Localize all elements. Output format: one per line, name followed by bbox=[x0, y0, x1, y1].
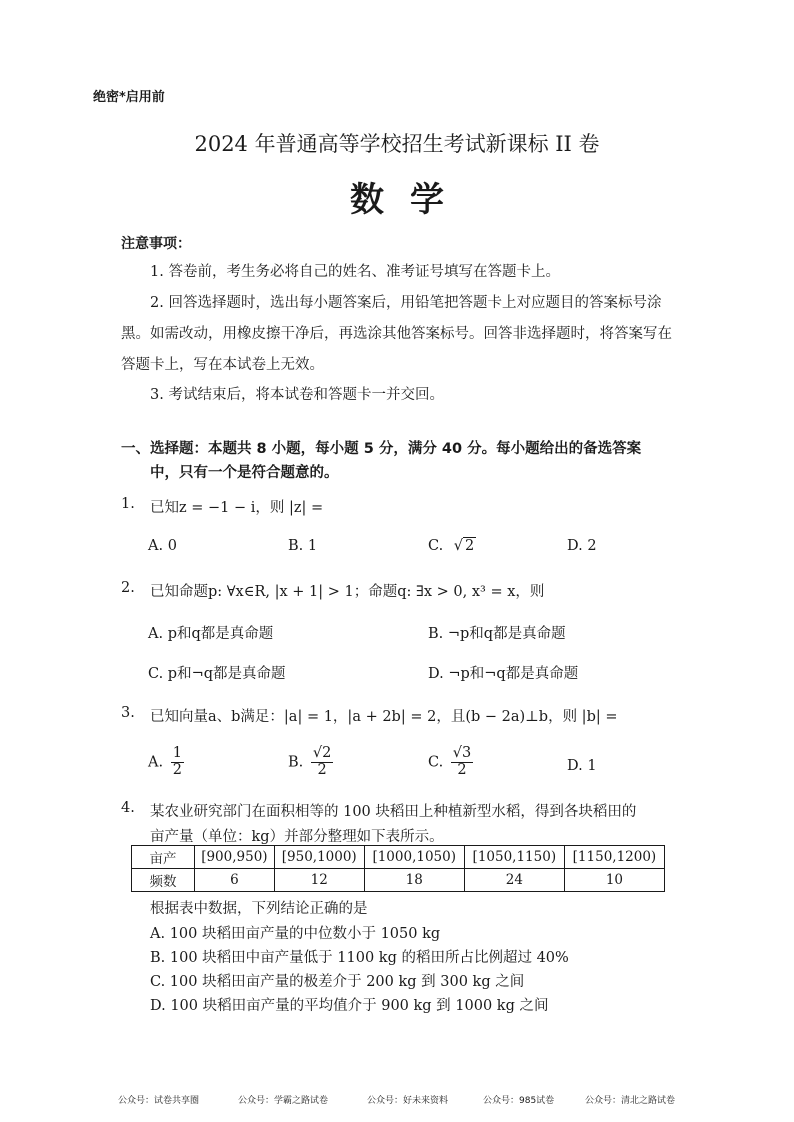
table-cell: 12 bbox=[274, 869, 364, 892]
footer-credit: 公众号：清北之路试卷 bbox=[585, 1096, 676, 1106]
question-3-option-c bbox=[428, 746, 473, 779]
question-4-text-line-1: 某农业研究部门在面积相等的 100 块稻田上种植新型水稻，得到各块稻田的 bbox=[150, 804, 637, 820]
question-1-text: 已知z = −1 − i，则 |z| = bbox=[150, 500, 324, 516]
fraction bbox=[311, 746, 333, 779]
fraction-numerator: √3 bbox=[452, 745, 472, 761]
section-heading-line-2: 中，只有一个是符合题意的。 bbox=[150, 465, 339, 481]
question-3-option-b bbox=[288, 746, 333, 779]
footer-credit: 公众号：试卷共享圈 bbox=[118, 1096, 200, 1106]
notice-item-2: 2. 回答选择题时，选出每小题答案后，用铅笔把答题卡上对应题目的答案标号涂黑。如需改动，用橡皮擦干净后，再选涂其他答案标号。回答非选择题时，将答案写在答题卡上，写在本试卷上无效。 bbox=[121, 295, 672, 373]
table-cell: [1150,1200) bbox=[564, 846, 664, 869]
fraction bbox=[171, 746, 184, 779]
question-4-option-c: C. 100 块稻田亩产量的极差介于 200 kg 到 300 kg 之间 bbox=[150, 974, 525, 990]
question-3-option-a-label: A. bbox=[148, 754, 164, 771]
notice-item-3: 3. 考试结束后，将本试卷和答题卡一并交回。 bbox=[150, 387, 444, 403]
section-heading bbox=[121, 437, 641, 485]
table-cell: [1050,1150) bbox=[464, 846, 564, 869]
footer-credit: 公众号：学霸之路试卷 bbox=[238, 1096, 329, 1106]
question-2-option-d: D. ¬p和¬q都是真命题 bbox=[428, 666, 579, 682]
table-cell: [900,950) bbox=[195, 846, 275, 869]
table-cell: 亩产 bbox=[132, 846, 195, 869]
question-3-number: 3. bbox=[121, 705, 135, 721]
question-3-option-d: D. 1 bbox=[567, 758, 597, 774]
table-cell: [1000,1050) bbox=[364, 846, 464, 869]
question-4-option-a: A. 100 块稻田亩产量的中位数小于 1050 kg bbox=[150, 926, 441, 942]
fraction-denominator: 2 bbox=[172, 761, 182, 778]
question-1-number: 1. bbox=[121, 496, 135, 512]
question-4-option-b: B. 100 块稻田中亩产量低于 1100 kg 的稻田所占比例超过 40% bbox=[150, 950, 569, 966]
question-4-text bbox=[150, 800, 680, 846]
fraction-numerator: 1 bbox=[172, 745, 182, 761]
question-2-option-a: A. p和q都是真命题 bbox=[148, 626, 274, 642]
question-3-option-c-label: C. bbox=[428, 754, 444, 771]
fraction-denominator: 2 bbox=[317, 761, 327, 778]
question-1-option-c-label: C. bbox=[428, 538, 444, 554]
question-3-option-b-label: B. bbox=[288, 754, 304, 771]
table-row bbox=[132, 869, 665, 892]
fraction-numerator: √2 bbox=[312, 745, 332, 761]
table-row bbox=[132, 846, 665, 869]
question-2-number: 2. bbox=[121, 580, 135, 596]
footer-credit: 公众号：985试卷 bbox=[483, 1096, 555, 1106]
radicand: 2 bbox=[465, 538, 475, 554]
question-4-prompt: 根据表中数据，下列结论正确的是 bbox=[150, 901, 368, 917]
question-3-option-a bbox=[148, 746, 184, 779]
table-cell: 频数 bbox=[132, 869, 195, 892]
confidential-label: 绝密*启用前 bbox=[93, 90, 165, 105]
fraction-denominator: 2 bbox=[457, 761, 467, 778]
sqrt-symbol: √ 2 bbox=[453, 538, 475, 554]
section-heading-line-1: 一、选择题：本题共 8 小题，每小题 5 分，满分 40 分。每小题给出的备选答案 bbox=[121, 441, 642, 457]
radicand: 2 bbox=[322, 745, 332, 761]
question-2-option-c: C. p和¬q都是真命题 bbox=[148, 666, 286, 682]
footer-credit: 公众号：好未来资料 bbox=[367, 1096, 449, 1106]
radicand: 3 bbox=[462, 745, 472, 761]
table-cell: [950,1000) bbox=[274, 846, 364, 869]
table-cell: 18 bbox=[364, 869, 464, 892]
question-4-option-d: D. 100 块稻田亩产量的平均值介于 900 kg 到 1000 kg 之间 bbox=[150, 998, 549, 1014]
subject-title: 数学 bbox=[350, 180, 470, 220]
table-cell: 24 bbox=[464, 869, 564, 892]
table-cell: 10 bbox=[564, 869, 664, 892]
question-1-option-c bbox=[428, 538, 476, 554]
notice-item-1: 1. 答卷前，考生务必将自己的姓名、准考证号填写在答题卡上。 bbox=[150, 264, 560, 280]
question-1-option-b: B. 1 bbox=[288, 538, 318, 554]
question-2-text: 已知命题p: ∀x∈R, |x + 1| > 1；命题q: ∃x > 0, x³ = x，则 bbox=[150, 584, 545, 600]
exam-title: 2024 年普通高等学校招生考试新课标 II 卷 bbox=[194, 132, 600, 156]
question-4-text-line-2: 亩产量（单位：kg）并部分整理如下表所示。 bbox=[150, 829, 444, 845]
frequency-table bbox=[131, 845, 665, 892]
question-4-number: 4. bbox=[121, 800, 135, 816]
question-1-option-d: D. 2 bbox=[567, 538, 597, 554]
fraction bbox=[451, 746, 473, 779]
question-2-option-b: B. ¬p和q都是真命题 bbox=[428, 626, 566, 642]
question-3-text: 已知向量a、b满足：|a| = 1，|a + 2b| = 2，且(b − 2a)⊥b，则 |b| = bbox=[150, 709, 618, 725]
table-cell: 6 bbox=[195, 869, 275, 892]
notice-heading: 注意事项： bbox=[121, 236, 191, 252]
question-1-option-a: A. 0 bbox=[148, 538, 177, 554]
